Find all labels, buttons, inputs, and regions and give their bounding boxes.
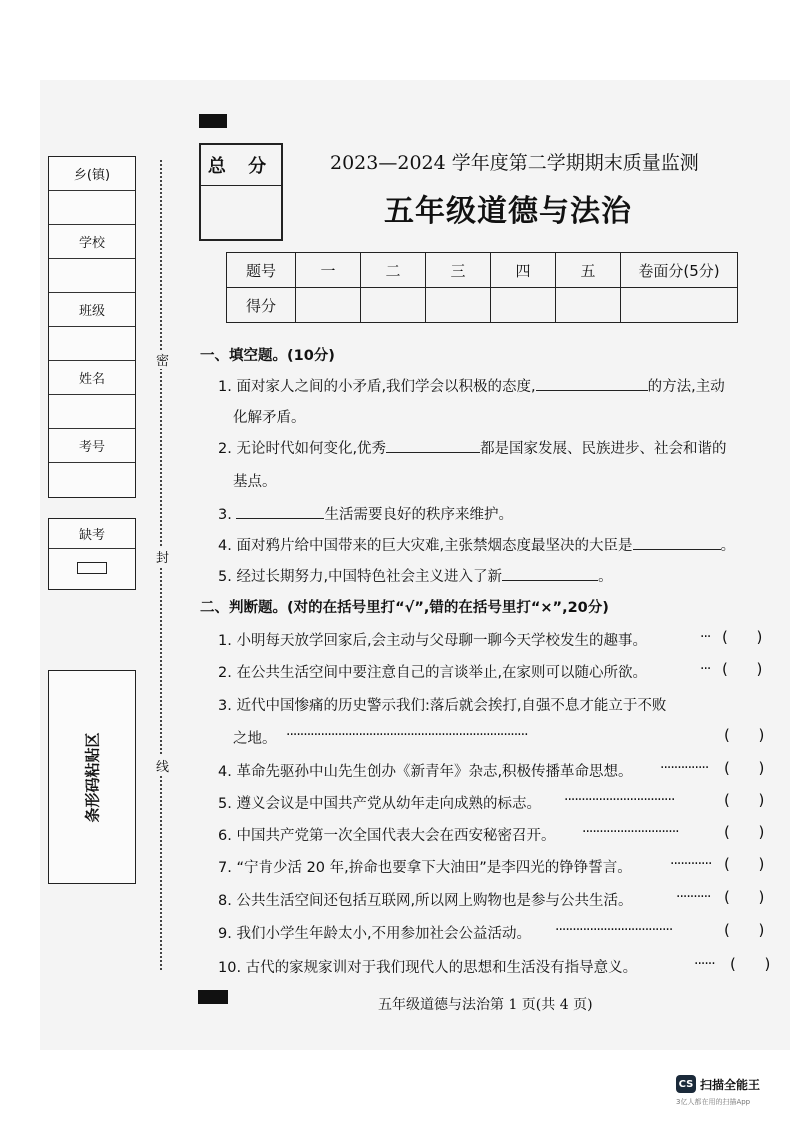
answer-paren-1[interactable]: ( )	[722, 628, 763, 646]
judge-item-2: 2. 在公共生活空间中要注意自己的言谈举止,在家则可以随心所欲。	[218, 665, 648, 681]
score-header-cell: 题号	[227, 253, 296, 288]
fill-question-4	[218, 534, 735, 555]
seal-char-feng: 封	[156, 547, 169, 566]
name-field[interactable]	[49, 395, 135, 429]
q2-blank[interactable]	[386, 440, 480, 453]
leader-dots: ······································································	[286, 727, 528, 743]
leader-dots: ··········	[676, 889, 711, 905]
answer-paren-4[interactable]: ( )	[724, 759, 765, 777]
exam-number-field[interactable]	[49, 463, 135, 497]
student-info-box	[48, 156, 136, 498]
answer-paren-2[interactable]: ( )	[722, 660, 763, 678]
answer-paren-8[interactable]: ( )	[724, 888, 765, 906]
score-table	[226, 252, 738, 323]
seal-char-xian: 线	[156, 756, 169, 775]
judge-item-3-continuation: 之地。	[233, 731, 277, 747]
score-cell[interactable]	[621, 288, 738, 323]
q1-continuation: 化解矛盾。	[233, 410, 306, 426]
camscanner-name: 扫描全能王	[700, 1078, 761, 1092]
leader-dots: ··············	[660, 760, 709, 776]
leader-dots: ······	[694, 956, 715, 972]
absent-label: 缺考	[49, 519, 135, 549]
school-label: 学校	[49, 225, 135, 259]
q4-text-a: 4. 面对鸦片给中国带来的巨大灾难,主张禁烟态度最坚决的大臣是	[218, 538, 633, 554]
q4-blank[interactable]	[633, 537, 721, 550]
section1-heading: 一、填空题。(10分)	[200, 348, 335, 364]
absent-box	[48, 518, 136, 590]
score-cell[interactable]	[491, 288, 556, 323]
camscanner-tagline: 3亿人都在用的扫描App	[676, 1098, 751, 1106]
total-score-box	[199, 143, 283, 241]
class-field[interactable]	[49, 327, 135, 361]
q3-blank[interactable]	[236, 506, 324, 519]
score-header-cell: 五	[556, 253, 621, 288]
score-cell[interactable]	[296, 288, 361, 323]
leader-dots: ···	[700, 661, 711, 677]
answer-paren-9[interactable]: ( )	[724, 921, 765, 939]
total-score-field[interactable]	[201, 186, 281, 236]
total-score-label: 总 分	[201, 145, 281, 186]
score-table-header-row	[227, 253, 738, 288]
judge-item-9: 9. 我们小学生年龄太小,不用参加社会公益活动。	[218, 926, 532, 942]
judge-item-7: 7. “宁肯少活 20 年,拚命也要拿下大油田”是李四光的铮铮誓言。	[218, 860, 632, 876]
town-label: 乡(镇)	[49, 157, 135, 191]
score-table-score-row	[227, 288, 738, 323]
seal-char-mi: 密	[156, 350, 169, 369]
leader-dots: ···	[700, 629, 711, 645]
answer-paren-10[interactable]: ( )	[730, 955, 771, 973]
judge-item-3: 3. 近代中国惨痛的历史警示我们:落后就会挨打,自强不息才能立于不败	[218, 698, 667, 714]
class-label: 班级	[49, 293, 135, 327]
leader-dots: ································	[564, 792, 675, 808]
q5-text-a: 5. 经过长期努力,中国特色社会主义进入了新	[218, 569, 503, 585]
judge-item-10: 10. 古代的家规家训对于我们现代人的思想和生活没有指导意义。	[218, 960, 638, 976]
answer-paren-6[interactable]: ( )	[724, 823, 765, 841]
q4-text-b: 。	[720, 538, 736, 554]
q2-text-a: 2. 无论时代如何变化,优秀	[218, 441, 387, 457]
exam-subtitle: 2023—2024 学年度第二学期期末质量监测	[330, 152, 699, 174]
judge-item-8: 8. 公共生活空间还包括互联网,所以网上购物也是参与公共生活。	[218, 893, 633, 909]
section2-heading: 二、判断题。(对的在括号里打“√”,错的在括号里打“×”,20分)	[200, 600, 609, 616]
q2-continuation: 基点。	[233, 474, 277, 490]
barcode-label: 条形码粘贴区	[83, 731, 102, 823]
answer-paren-5[interactable]: ( )	[724, 791, 765, 809]
registration-mark-bottom	[198, 990, 228, 1004]
q3-text-b: 生活需要良好的秩序来维护。	[324, 507, 513, 523]
answer-paren-7[interactable]: ( )	[724, 855, 765, 873]
judge-item-6: 6. 中国共产党第一次全国代表大会在西安秘密召开。	[218, 828, 556, 844]
score-row-label: 得分	[227, 288, 296, 323]
judge-item-1: 1. 小明每天放学回家后,会主动与父母聊一聊今天学校发生的趣事。	[218, 633, 648, 649]
school-field[interactable]	[49, 259, 135, 293]
score-header-cell: 卷面分(5分)	[621, 253, 738, 288]
fill-question-2	[218, 437, 727, 458]
q1-text-a: 1. 面对家人之间的小矛盾,我们学会以积极的态度,	[218, 379, 536, 395]
q1-text-b: 的方法,主动	[647, 379, 725, 395]
fill-question-5	[218, 565, 613, 586]
score-cell[interactable]	[556, 288, 621, 323]
fill-question-3	[218, 503, 513, 524]
score-cell[interactable]	[361, 288, 426, 323]
page-footer: 五年级道德与法治第 1 页(共 4 页)	[378, 997, 593, 1013]
score-header-cell: 四	[491, 253, 556, 288]
registration-mark-top	[199, 114, 227, 128]
leader-dots: ····························	[582, 824, 679, 840]
q3-text-a: 3.	[218, 507, 232, 523]
score-cell[interactable]	[426, 288, 491, 323]
leader-dots: ··································	[555, 922, 673, 938]
name-label: 姓名	[49, 361, 135, 395]
judge-item-5: 5. 遵义会议是中国共产党从幼年走向成熟的标志。	[218, 796, 541, 812]
exam-title: 五年级道德与法治	[384, 194, 632, 229]
answer-paren-3[interactable]: ( )	[724, 726, 765, 744]
score-header-cell: 一	[296, 253, 361, 288]
fill-question-1	[218, 375, 725, 396]
score-header-cell: 二	[361, 253, 426, 288]
q1-blank[interactable]	[536, 378, 648, 391]
judge-item-4: 4. 革命先驱孙中山先生创办《新青年》杂志,积极传播革命思想。	[218, 764, 633, 780]
q2-text-b: 都是国家发展、民族进步、社会和谐的	[480, 441, 727, 457]
camscanner-logo-icon: CS	[676, 1075, 696, 1093]
exam-number-label: 考号	[49, 429, 135, 463]
absent-checkbox[interactable]	[77, 562, 107, 574]
q5-text-b: 。	[598, 569, 613, 585]
leader-dots: ············	[670, 856, 712, 872]
barcode-area	[48, 670, 136, 884]
q5-blank[interactable]	[502, 568, 598, 581]
score-header-cell: 三	[426, 253, 491, 288]
town-field[interactable]	[49, 191, 135, 225]
